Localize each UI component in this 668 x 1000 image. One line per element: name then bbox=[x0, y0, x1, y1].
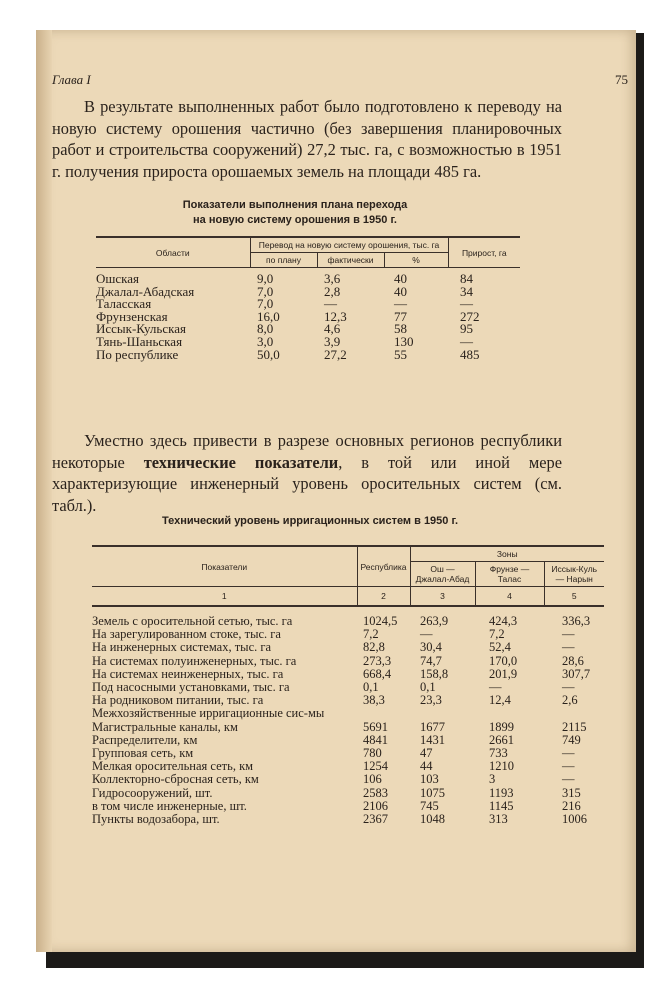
row-label: Распределители, км bbox=[92, 732, 198, 747]
row-label: Тянь-Шаньская bbox=[96, 333, 183, 349]
cell-value: 77 bbox=[394, 308, 407, 324]
cell-value: 55 bbox=[394, 346, 407, 362]
table-row bbox=[92, 813, 604, 826]
cell-value: 170,0 bbox=[489, 653, 518, 668]
cell-value: 47 bbox=[420, 746, 433, 761]
header-zone-issyk: Иссык-Куль — Нарын bbox=[544, 562, 604, 587]
cell-value: 749 bbox=[562, 732, 581, 747]
row-label: Межхозяйственные ирригационные сис-мы bbox=[92, 706, 325, 721]
paragraph-1: В результате выполненных работ было подготовлено к переводу на новую систему орошения частично (без завершения планировочных работ и строительства сооружений) 27,2 тыс. га, с возможностью в 1951 г. получения прироста орошаемых земель на площади 485 га. bbox=[52, 97, 562, 181]
paragraph-2-text-a: Уместно здесь привести в разрезе основных регионов республики некоторые bbox=[52, 431, 562, 472]
cell-value: — bbox=[460, 296, 473, 312]
cell-value: — bbox=[324, 296, 337, 312]
row-label: Фрунзенская bbox=[96, 308, 168, 324]
cell-value: 9,0 bbox=[257, 271, 274, 286]
cell-value: 7,2 bbox=[489, 627, 505, 642]
cell-value: — bbox=[562, 759, 575, 774]
column-number-1: 1 bbox=[92, 587, 357, 607]
cell-value: 3,0 bbox=[257, 333, 274, 349]
cell-value: 58 bbox=[394, 321, 407, 337]
cell-value: 130 bbox=[394, 333, 414, 349]
cell-value: 0,1 bbox=[363, 680, 379, 695]
cell-value: 27,2 bbox=[324, 346, 347, 362]
cell-value bbox=[410, 707, 475, 720]
cell-value: 2367 bbox=[363, 812, 388, 827]
header-percent: % bbox=[384, 253, 448, 268]
cell-value: 272 bbox=[460, 308, 480, 324]
row-label: Иссык-Кульская bbox=[96, 321, 186, 337]
cell-value: 0,1 bbox=[420, 680, 436, 695]
cell-value: 263,9 bbox=[420, 614, 449, 628]
cell-value: 16,0 bbox=[257, 308, 280, 324]
cell-value: — bbox=[562, 772, 575, 787]
row-label: Таласская bbox=[96, 296, 152, 312]
row-label: Групповая сеть, км bbox=[92, 746, 194, 761]
column-number-5: 5 bbox=[544, 587, 604, 607]
cell-value: 1193 bbox=[489, 785, 514, 800]
cell-value: — bbox=[562, 640, 575, 655]
row-label: Джалал-Абадская bbox=[96, 283, 195, 299]
cell-value: 106 bbox=[363, 772, 382, 787]
cell-value: 2,6 bbox=[562, 693, 578, 708]
cell-value: 3,9 bbox=[324, 333, 341, 349]
cell-value: — bbox=[394, 296, 407, 312]
cell-value: 1431 bbox=[420, 732, 445, 747]
cell-value: 745 bbox=[420, 798, 439, 813]
cell-value: 336,3 bbox=[562, 614, 591, 628]
header-by-plan: по плану bbox=[250, 253, 317, 268]
row-label: Мелкая оросительная сеть, км bbox=[92, 759, 254, 774]
table2-body bbox=[92, 606, 604, 826]
cell-value: 1899 bbox=[489, 719, 514, 734]
row-label: Гидросооружений, шт. bbox=[92, 785, 213, 800]
cell-value: 668,4 bbox=[363, 666, 392, 681]
row-label: На родниковом питании, тыс. га bbox=[92, 693, 264, 708]
row-label: На инженерных системах, тыс. га bbox=[92, 640, 272, 655]
cell-value: 40 bbox=[394, 283, 407, 299]
cell-value: — bbox=[489, 680, 502, 695]
header-zones: Зоны bbox=[410, 546, 604, 562]
cell-value: 424,3 bbox=[489, 614, 518, 628]
cell-value: — bbox=[420, 627, 433, 642]
table1-caption-line1: Показатели выполнения плана перехода bbox=[182, 199, 408, 211]
cell-value: 158,8 bbox=[420, 666, 449, 681]
cell-value: 733 bbox=[489, 746, 508, 761]
column-number-4: 4 bbox=[475, 587, 544, 607]
cell-value: 1075 bbox=[420, 785, 445, 800]
row-label: На зарегулированном стоке, тыс. га bbox=[92, 627, 281, 642]
table-row bbox=[92, 606, 604, 628]
header-growth: Прирост, га bbox=[448, 237, 520, 268]
row-label: По республике bbox=[96, 346, 179, 362]
cell-value: 2661 bbox=[489, 732, 514, 747]
cell-value: 313 bbox=[489, 812, 508, 827]
cell-value: 1024,5 bbox=[363, 614, 398, 628]
cell-value: 95 bbox=[460, 321, 473, 337]
cell-value: 1048 bbox=[420, 812, 445, 827]
cell-value: 307,7 bbox=[562, 666, 591, 681]
cell-value: 74,7 bbox=[420, 653, 442, 668]
table1-body bbox=[96, 268, 520, 362]
page-number: 75 bbox=[615, 72, 628, 87]
cell-value: 4841 bbox=[363, 732, 388, 747]
cell-value: 103 bbox=[420, 772, 439, 787]
table-plan-transition bbox=[96, 236, 520, 361]
cell-value: — bbox=[562, 680, 575, 695]
cell-value bbox=[475, 707, 544, 720]
table-row bbox=[96, 286, 520, 299]
header-indicators: Показатели bbox=[92, 546, 357, 587]
cell-value: 780 bbox=[363, 746, 382, 761]
row-label: Магистральные каналы, км bbox=[92, 719, 238, 734]
cell-value: 4,6 bbox=[324, 321, 341, 337]
row-label: в том числе инженерные, шт. bbox=[92, 798, 247, 813]
table-row bbox=[92, 721, 604, 734]
cell-value bbox=[357, 707, 410, 720]
cell-value: 216 bbox=[562, 798, 581, 813]
cell-value bbox=[544, 707, 604, 720]
cell-value: 34 bbox=[460, 283, 473, 299]
cell-value: 7,2 bbox=[363, 627, 379, 642]
cell-value: 7,0 bbox=[257, 296, 274, 312]
cell-value: 1006 bbox=[562, 812, 587, 827]
cell-value: 1677 bbox=[420, 719, 445, 734]
cell-value: 52,4 bbox=[489, 640, 511, 655]
table-row bbox=[96, 349, 520, 362]
cell-value: 201,9 bbox=[489, 666, 518, 681]
cell-value: 12,3 bbox=[324, 308, 347, 324]
cell-value: 273,3 bbox=[363, 653, 392, 668]
table-row bbox=[96, 268, 520, 286]
cell-value: 44 bbox=[420, 759, 433, 774]
cell-value: 2583 bbox=[363, 785, 388, 800]
table1-caption bbox=[130, 198, 460, 228]
cell-value: 82,8 bbox=[363, 640, 385, 655]
cell-value: 3,6 bbox=[324, 271, 341, 286]
cell-value: 1210 bbox=[489, 759, 514, 774]
row-label: Пункты водозабора, шт. bbox=[92, 812, 220, 827]
cell-value: 5691 bbox=[363, 719, 388, 734]
table-technical-level bbox=[92, 545, 604, 826]
header-actual: фактически bbox=[317, 253, 384, 268]
row-label: На системах неинженерных, тыс. га bbox=[92, 666, 284, 681]
table2-caption: Технический уровень ирригационных систем в 1950 г. bbox=[161, 515, 459, 527]
cell-value: 23,3 bbox=[420, 693, 442, 708]
cell-value: 50,0 bbox=[257, 346, 280, 362]
cell-value: 12,4 bbox=[489, 693, 511, 708]
cell-value: — bbox=[562, 746, 575, 761]
cell-value: 84 bbox=[460, 271, 473, 286]
cell-value: 1145 bbox=[489, 798, 514, 813]
cell-value: 485 bbox=[460, 346, 480, 362]
column-number-2: 2 bbox=[357, 587, 410, 607]
table-row bbox=[92, 655, 604, 668]
cell-value: 315 bbox=[562, 785, 581, 800]
header-zone-osh: Ош — Джалал-Абад bbox=[410, 562, 475, 587]
cell-value: 30,4 bbox=[420, 640, 442, 655]
cell-value: 3 bbox=[489, 772, 496, 787]
paragraph-2 bbox=[52, 430, 562, 516]
cell-value: 1254 bbox=[363, 759, 388, 774]
cell-value: — bbox=[562, 627, 575, 642]
table-row bbox=[92, 641, 604, 654]
page-spine bbox=[36, 30, 52, 952]
table-row bbox=[92, 773, 604, 786]
header-transfer: Перевод на новую систему орошения, тыс. га bbox=[250, 237, 448, 253]
header-zone-frunze: Фрунзе — Талас bbox=[475, 562, 544, 587]
chapter-label: Глава I bbox=[52, 72, 91, 87]
cell-value: 2,8 bbox=[324, 283, 341, 299]
paragraph-2-bold: технические показатели bbox=[143, 452, 339, 472]
cell-value: — bbox=[460, 333, 473, 349]
header-republic: Республика bbox=[357, 546, 410, 587]
row-label: Ошская bbox=[96, 271, 140, 286]
row-label: Коллекторно-сбросная сеть, км bbox=[92, 772, 259, 787]
table-row bbox=[92, 787, 604, 800]
table1-caption-line2: на новую систему орошения в 1950 г. bbox=[193, 214, 397, 226]
table-row bbox=[92, 707, 604, 720]
cell-value: 2106 bbox=[363, 798, 388, 813]
cell-value: 7,0 bbox=[257, 283, 274, 299]
cell-value: 8,0 bbox=[257, 321, 274, 337]
cell-value: 2115 bbox=[562, 719, 587, 734]
row-label: Под насосными установками, тыс. га bbox=[92, 680, 290, 695]
row-label: Земель с оросительной сетью, тыс. га bbox=[92, 614, 293, 628]
cell-value: 38,3 bbox=[363, 693, 385, 708]
header-regions: Области bbox=[96, 237, 250, 268]
cell-value: 40 bbox=[394, 271, 407, 286]
column-number-3: 3 bbox=[410, 587, 475, 607]
paragraph-2-text-b: , в той или иной мере характеризующие инженерный уровень оросительных систем (см. табл.). bbox=[52, 452, 562, 515]
cell-value: 28,6 bbox=[562, 653, 584, 668]
row-label: На системах полуинженерных, тыс. га bbox=[92, 653, 297, 668]
